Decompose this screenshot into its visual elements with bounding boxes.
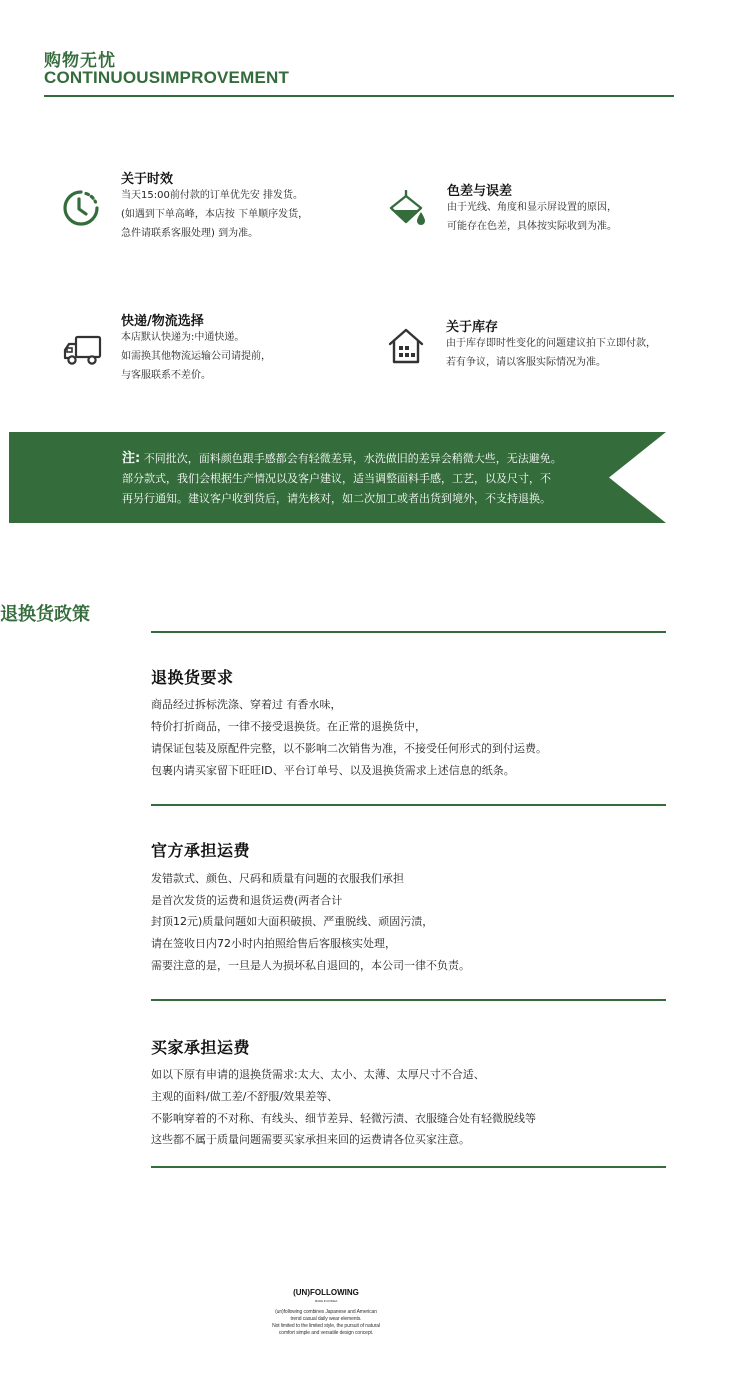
section-text: 封顶12元)质量问题如大面积破损、严重脱线、顽固污渍， xyxy=(151,915,434,928)
feature-text: 由于库存即时性变化的问题建议拍下立即付款， xyxy=(446,338,656,349)
feature-title-timing: 关于时效 xyxy=(121,172,174,187)
section-title-return-requirements: 退换货要求 xyxy=(151,668,234,687)
feature-text: 本店默认快递为:中通快递。 xyxy=(121,332,245,343)
notice-text xyxy=(122,449,562,509)
footer-text: Not limited to the limited style, the pursuit of natural xyxy=(272,1323,380,1329)
feature-text: 若有争议，请以客服实际情况为准。 xyxy=(446,357,606,368)
feature-text: 当天15:00前付款的订单优先安 排发货。 xyxy=(121,190,303,201)
section-title-official-shipping: 官方承担运费 xyxy=(151,841,251,860)
header-title-en: CONTINUOUSIMPROVEMENT xyxy=(44,68,290,87)
feature-title-logistics: 快递/物流选择 xyxy=(121,314,204,329)
section-text: 需要注意的是，一旦是人为损坏私自退回的，本公司一律不负责。 xyxy=(151,959,470,972)
section-text: 不影响穿着的不对称、有线头、细节差异、轻微污渍、衣服缝合处有轻微脱线等 xyxy=(151,1112,536,1125)
section-text: 是首次发货的运费和退货运费(两者合计 xyxy=(151,894,343,907)
section-divider xyxy=(151,999,666,1001)
warehouse-icon xyxy=(388,326,428,366)
delivery-truck-icon xyxy=(63,330,103,370)
paint-bucket-icon xyxy=(387,190,427,230)
footer-text: comfort simple and versatile design concept. xyxy=(278,1330,374,1336)
section-text: 商品经过拆标洗涤、穿着过 有香水味， xyxy=(151,698,342,711)
feature-text: 由于光线、角度和显示屏设置的原因， xyxy=(447,202,617,213)
notice-line-3: 再另行通知。建议客户收到货后，请先核对，如二次加工或者出货到境外，不支持退换。 xyxy=(122,492,551,505)
clock-icon xyxy=(61,188,101,228)
feature-text: 如需换其他物流运输公司请提前， xyxy=(121,351,271,362)
feature-text: (如遇到下单高峰，本店按 下单顺序发货， xyxy=(121,209,309,220)
section-text: 发错款式、颜色、尺码和质量有问题的衣服我们承担 xyxy=(151,872,404,885)
footer-text: trend casual daily wear elements. xyxy=(290,1316,362,1322)
notice-line-1: 不同批次，面料颜色跟手感都会有轻微差异，水洗做旧的差异会稍微大些，无法避免。 xyxy=(140,452,562,465)
policy-title: 退换货政策 xyxy=(0,604,90,625)
section-text: 如以下原有申请的退换货需求:太大、太小、太薄、太厚尺寸不合适、 xyxy=(151,1068,485,1081)
section-text: 请保证包装及原配件完整，以不影响二次销售为准，不接受任何形式的到付运费。 xyxy=(151,742,547,755)
feature-title-stock: 关于库存 xyxy=(446,320,499,335)
section-text: 这些都不属于质量问题需要买家承担来回的运费请各位买家注意。 xyxy=(151,1133,470,1146)
footer-text: (un)following combines Japanese and American xyxy=(275,1309,377,1315)
section-divider xyxy=(151,804,666,806)
section-text: 包裹内请买家留下旺旺ID、平台订单号、以及退换货需求上述信息的纸条。 xyxy=(151,764,515,777)
notice-line-2: 部分款式，我们会根据生产情况以及客户建议，适当调整面料手感，工艺，以及尺寸，不 xyxy=(122,472,551,485)
notice-label: 注: xyxy=(122,451,141,466)
footer-made-in: MADE IN KOREA xyxy=(314,1299,338,1303)
header-divider xyxy=(44,95,674,97)
section-text: 主观的面料/做工差/不舒服/效果差等、 xyxy=(151,1090,339,1103)
section-title-buyer-shipping: 买家承担运费 xyxy=(151,1038,251,1057)
feature-text: 与客服联系不差价。 xyxy=(121,370,211,381)
feature-title-color: 色差与误差 xyxy=(447,184,513,199)
section-text: 特价打折商品，一律不接受退换货。在正常的退换货中， xyxy=(151,720,426,733)
feature-text: 急件请联系客服处理) 到为准。 xyxy=(121,228,259,239)
header-title-cn: 购物无忧 xyxy=(44,51,116,71)
section-divider xyxy=(151,631,666,633)
section-divider xyxy=(151,1166,666,1168)
feature-text: 可能存在色差，具体按实际收到为准。 xyxy=(447,221,617,232)
footer-brand-logo: (UN)FOLLOWING xyxy=(293,1288,359,1297)
section-text: 请在签收日内72小时内拍照给售后客服核实处理， xyxy=(151,937,396,950)
